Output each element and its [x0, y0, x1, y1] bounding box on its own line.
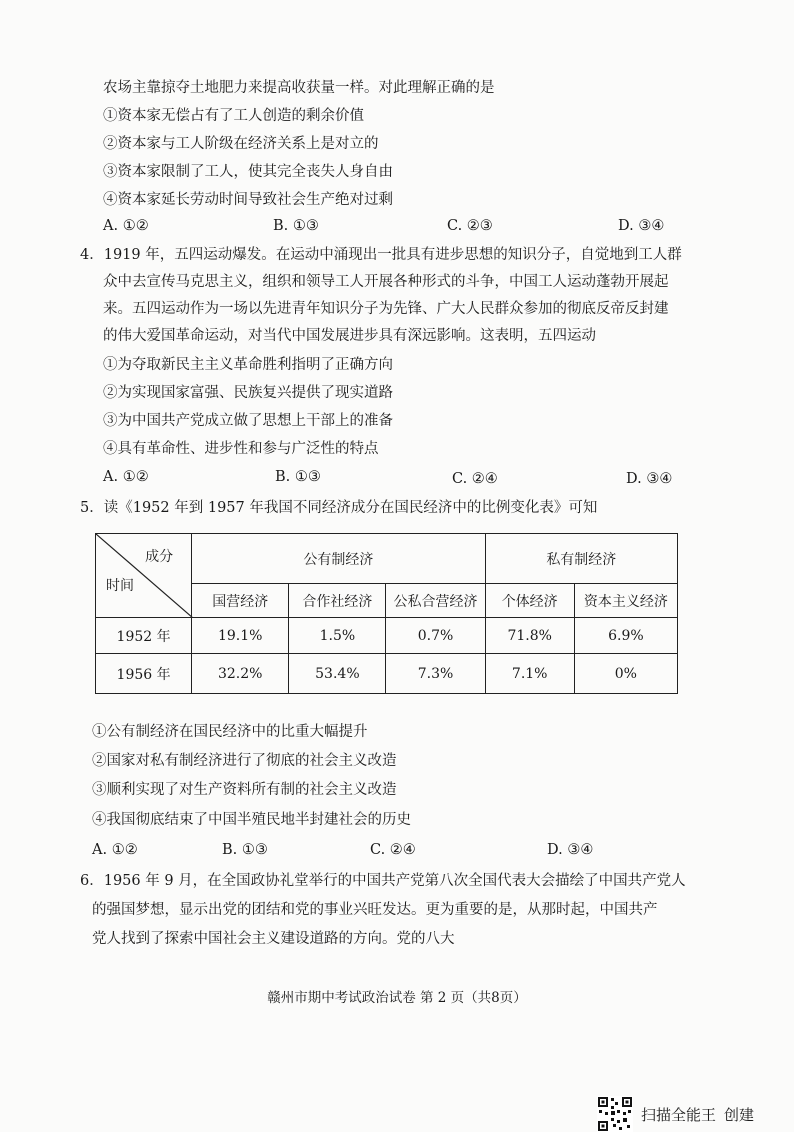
- col-header-joint-public-private: 公私合营经济: [386, 584, 485, 618]
- table-cell: 6.9%: [574, 618, 677, 654]
- col-header-cooperative: 合作社经济: [289, 584, 386, 618]
- q6-stem-line-1: 6．1956 年 9 月，在全国政协礼堂举行的中国共产党第八次全国代表大会描绘了中国共产党人: [80, 873, 686, 889]
- q4-stem-line-3: 来。五四运动作为一场以先进青年知识分子为先锋、广大人民群众参加的彻底反帝反封建: [103, 301, 669, 317]
- table-cell: 19.1%: [192, 618, 289, 654]
- q5-item-3: ③顺利实现了对生产资料所有制的社会主义改造: [92, 782, 397, 798]
- qr-code-icon: [597, 1096, 633, 1132]
- scanner-action: 创建: [724, 1105, 755, 1124]
- q4-item-3: ③为中国共产党成立做了思想上干部上的准备: [103, 413, 393, 429]
- table-cell: 0.7%: [386, 618, 485, 654]
- row-year: 1952 年: [96, 618, 192, 654]
- q5-option-d: D. ③④: [547, 842, 594, 858]
- table-cell: 1.5%: [289, 618, 386, 654]
- q4-option-b: B. ①③: [275, 469, 321, 485]
- q4-stem-line-4: 的伟大爱国革命运动，对当代中国发展进步具有深远影响。这表明，五四运动: [103, 328, 596, 344]
- col-header-capitalist: 资本主义经济: [574, 584, 677, 618]
- corner-label-time: 时间: [106, 578, 134, 594]
- q4-option-c: C. ②④: [452, 471, 498, 487]
- scanner-label: 扫描全能王: [641, 1105, 717, 1124]
- col-header-state-owned: 国营经济: [192, 584, 289, 618]
- scanner-watermark: [597, 1096, 754, 1132]
- q4-item-4: ④具有革命性、进步性和参与广泛性的特点: [103, 441, 379, 457]
- q5-option-a: A. ①②: [92, 842, 138, 858]
- table-cell: 7.3%: [386, 654, 485, 694]
- q5-option-b: B. ①③: [222, 842, 268, 858]
- table-corner-cell: [96, 534, 192, 618]
- q3-item-1: ①资本家无偿占有了工人创造的剩余价值: [103, 108, 364, 124]
- q5-item-1: ①公有制经济在国民经济中的比重大幅提升: [92, 724, 368, 740]
- economy-ratio-table: [95, 533, 678, 694]
- q6-stem-line-2: 的强国梦想，显示出党的团结和党的事业兴旺发达。更为重要的是，从那时起，中国共产: [92, 902, 658, 918]
- q5-stem: 5．读《1952 年到 1957 年我国不同经济成分在国民经济中的比例变化表》可知: [80, 500, 598, 516]
- corner-label-component: 成分: [145, 549, 174, 565]
- table-row: [96, 618, 678, 654]
- q3-option-a: A. ①②: [103, 218, 149, 234]
- q4-stem-line-2: 众中去宣传马克思主义，组织和领导工人开展各种形式的斗争，中国工人运动蓬勃开展起: [103, 274, 669, 290]
- q4-option-d: D. ③④: [626, 471, 673, 487]
- header-private-economy: 私有制经济: [485, 534, 677, 584]
- page-footer: 赣州市期中考试政治试卷 第 2 页（共8页）: [267, 990, 527, 1006]
- q3-item-3: ③资本家限制了工人，使其完全丧失人身自由: [103, 164, 393, 180]
- q4-item-1: ①为夺取新民主主义革命胜利指明了正确方向: [103, 357, 393, 373]
- q3-option-c: C. ②③: [447, 218, 493, 234]
- col-header-individual: 个体经济: [485, 584, 574, 618]
- q3-option-d: D. ③④: [618, 218, 665, 234]
- q5-item-4: ④我国彻底结束了中国半殖民地半封建社会的历史: [92, 812, 411, 828]
- q4-item-2: ②为实现国家富强、民族复兴提供了现实道路: [103, 385, 393, 401]
- q3-item-4: ④资本家延长劳动时间导致社会生产绝对过剩: [103, 192, 393, 208]
- q6-stem-line-3: 党人找到了探索中国社会主义建设道路的方向。党的八大: [92, 931, 455, 947]
- q5-item-2: ②国家对私有制经济进行了彻底的社会主义改造: [92, 753, 397, 769]
- q4-stem-line-1: 4．1919 年，五四运动爆发。在运动中涌现出一批具有进步思想的知识分子，自觉地到工人群: [80, 247, 682, 263]
- q3-item-2: ②资本家与工人阶级在经济关系上是对立的: [103, 136, 379, 152]
- table-cell: 7.1%: [485, 654, 574, 694]
- header-public-economy: 公有制经济: [192, 534, 485, 584]
- q3-stem-continuation: 农场主靠掠夺土地肥力来提高收获量一样。对此理解正确的是: [103, 80, 495, 96]
- table-row: [96, 654, 678, 694]
- table-cell: 0%: [574, 654, 677, 694]
- row-year: 1956 年: [96, 654, 192, 694]
- q4-option-a: A. ①②: [103, 469, 149, 485]
- table-cell: 32.2%: [192, 654, 289, 694]
- q3-option-b: B. ①③: [273, 218, 319, 234]
- table-cell: 71.8%: [485, 618, 574, 654]
- table-cell: 53.4%: [289, 654, 386, 694]
- q5-option-c: C. ②④: [370, 842, 416, 858]
